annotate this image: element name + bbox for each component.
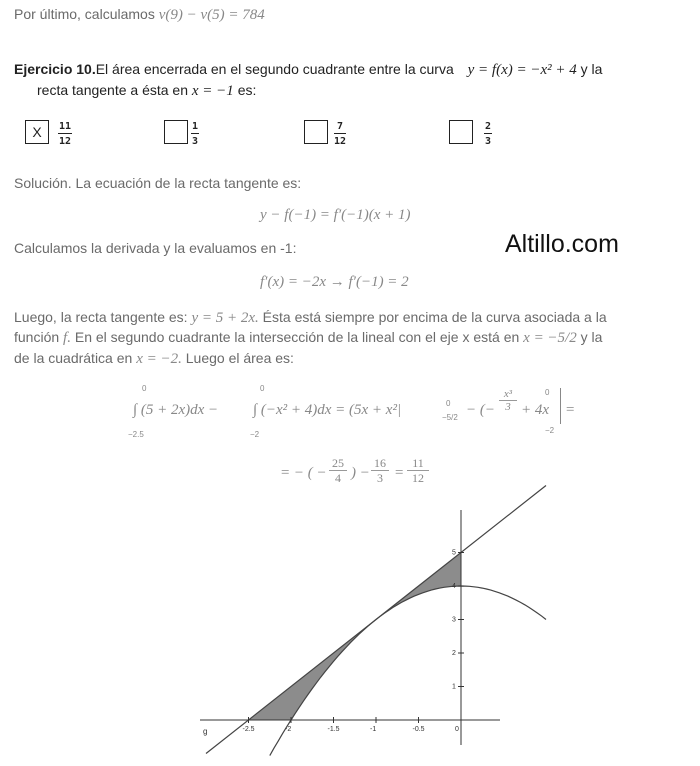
cube-num: x³ — [499, 388, 517, 401]
p1-equation: y = 5 + 2x. — [191, 310, 259, 326]
p2-text-c: y la — [580, 329, 603, 345]
option-4-num: 2 — [485, 121, 492, 132]
bar-1-lower: −5/2 — [442, 413, 458, 422]
option-4-den: 3 — [485, 136, 492, 147]
p1-text-a: Luego, la recta tangente es: — [14, 309, 188, 325]
bar-1-upper: 0 — [446, 399, 451, 408]
result-middle: ) − — [351, 465, 370, 481]
result-f3-den: 12 — [412, 471, 424, 485]
intro-text: Por último, calculamos — [14, 6, 155, 22]
x-tick-label: -1 — [370, 726, 377, 733]
derivative-text: Calculamos la derivada y la evaluamos en -1: — [14, 240, 297, 256]
p2-text-b: En el segundo cuadrante la intersección de la lineal con el eje x está en — [74, 329, 520, 345]
result-f3-num: 11 — [407, 456, 429, 471]
p3-x-value: x = −2. — [136, 351, 182, 367]
y-tick-label: 1 — [452, 683, 456, 691]
integral-2-minus: − (− — [466, 402, 495, 418]
integral-2-lower: −2 — [250, 430, 260, 439]
option-2-num: 1 — [192, 121, 199, 132]
exercise-text-a: El área encerrada en el segundo cuadrante entre la curva — [95, 61, 454, 77]
y-tick-label: 5 — [452, 549, 456, 557]
option-3-den: 12 — [334, 136, 347, 147]
result-f2-num: 16 — [371, 456, 389, 471]
p2-function: f. — [63, 330, 71, 346]
derivative-equation: f′(x) = −2x → f′(−1) = 2 — [260, 274, 409, 290]
option-1-mark: X — [32, 124, 42, 140]
tangent-equation: y − f(−1) = f′(−1)(x + 1) — [260, 207, 411, 223]
integral-1-upper: 0 — [142, 384, 147, 393]
exercise-point: x = −1 — [191, 83, 234, 99]
bar-2-lower: −2 — [545, 426, 555, 435]
result-prefix: = − ( − — [280, 465, 327, 481]
watermark-logo: Altillo.com — [505, 230, 619, 258]
x-tick-label: -2.5 — [242, 726, 255, 733]
exercise-text-b: y la — [580, 61, 603, 77]
p3-text-b: Luego el área es: — [185, 350, 294, 366]
p3-text-a: de la cuadrática en — [14, 350, 133, 366]
integral-1-lower: −2.5 — [128, 430, 144, 439]
y-tick-label: 3 — [452, 616, 456, 624]
solution-intro: Solución. La ecuación de la recta tangente es: — [14, 175, 302, 191]
exercise-line2-end: es: — [237, 82, 257, 98]
option-1-num: 11 — [59, 121, 72, 132]
exercise-label: Ejercicio 10. — [14, 61, 96, 77]
integral-2: ∫ (−x² + 4)dx = (5x + x²| — [253, 402, 402, 418]
y-tick-label: 4 — [452, 583, 456, 590]
integral-2-linear: + 4x — [521, 402, 550, 418]
p2-x-value: x = −5/2 — [523, 330, 577, 346]
integral-2-upper: 0 — [260, 384, 265, 393]
bar-2-upper: 0 — [545, 388, 550, 397]
x-tick-label: -2 — [285, 726, 292, 733]
p2-text-a: función — [14, 329, 60, 345]
x-tick-label: -0.5 — [412, 726, 425, 733]
exercise-line2-text: recta tangente a ésta en — [37, 82, 188, 98]
option-1-den: 12 — [59, 136, 72, 147]
y-tick-label: 2 — [452, 650, 456, 657]
option-3-num: 7 — [334, 121, 346, 134]
result-f2-den: 3 — [377, 471, 383, 485]
intro-expression: v(9) − v(5) = 784 — [158, 7, 265, 23]
x-tick-label: 0 — [455, 726, 459, 733]
result-f1-num: 25 — [329, 456, 347, 471]
exercise-curve: y = f(x) = −x² + 4 — [467, 62, 577, 78]
result-f1-den: 4 — [335, 471, 341, 485]
integral-equals: = — [565, 402, 576, 418]
integral-1: ∫ (5 + 2x)dx − — [133, 402, 219, 418]
option-2-den: 3 — [192, 136, 199, 147]
x-tick-label: -1.5 — [327, 726, 340, 733]
result-equals: = — [394, 465, 405, 481]
x-axis-label: g — [203, 727, 208, 736]
cube-den: 3 — [505, 401, 511, 413]
p1-text-b: Ésta está siempre por encima de la curva asociada a la — [262, 309, 607, 325]
